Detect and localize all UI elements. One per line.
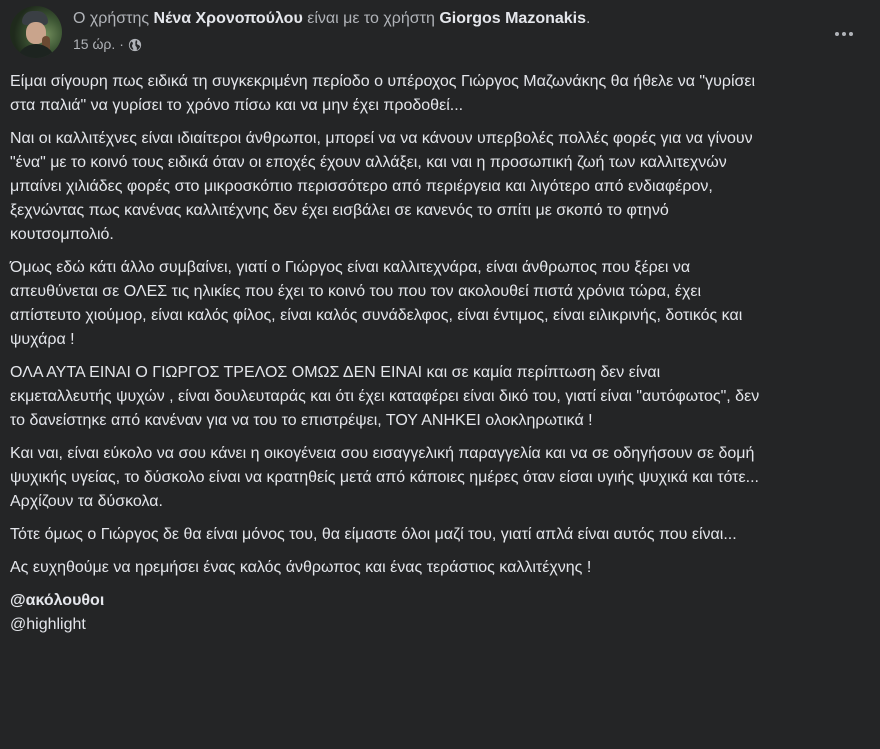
post-paragraph: Και ναι, είναι εύκολο να σου κάνει η οικογένεια σου εισαγγελική παραγγελία και να σε οδηγήσουν σε δομή ψυχικής υγείας, το δύσκολο είναι να κρατηθείς μετά από κάποιες ημέρες όταν είσαι υγιής ψυχικά και τότε... Αρχίζουν τα δύσκολα. (10, 445, 759, 510)
header-suffix: . (586, 10, 591, 27)
post-timestamp[interactable]: 15 ώρ. (73, 36, 116, 52)
avatar-body (16, 44, 56, 58)
post-header-text (73, 9, 590, 29)
mention-highlight-link[interactable]: @highlight (10, 616, 86, 633)
meta-separator: · (119, 36, 124, 52)
header-prefix: Ο χρήστης (73, 10, 154, 27)
post-body (10, 70, 870, 637)
post-paragraph: Ας ευχηθούμε να ηρεμήσει ένας καλός άνθρωπος και ένας τεράστιος καλλιτέχνης ! (10, 559, 592, 576)
author-avatar[interactable] (10, 6, 62, 58)
more-options-icon[interactable] (832, 26, 856, 42)
post-paragraph: Ναι οι καλλιτέχνες είναι ιδιαίτεροι άνθρωποι, μπορεί να να κάνουν υπερβολές πολλές φορές για να γίνουν "ένα" με το κοινό τους ειδικά όταν οι εποχές έχουν αλλάξει, και ναι η προσωπική ζωή των καλλιτεχνών μπαίνει χιλιάδες φορές στο μικροσκόπιο περισσότερο από περιέργεια και λιγότερο από ενδιαφέρον, ξεχνώντας πως κανένας καλλιτέχνης δεν έχει εισβάλει σε κανενός το σπίτι με σκοπό το φτηνό κουτσομπολιό. (10, 130, 753, 243)
post-paragraph: Τότε όμως ο Γιώργος δε θα είναι μόνος του, θα είμαστε όλοι μαζί του, γιατί απλά είναι αυτός που είναι... (10, 526, 737, 543)
globe-icon[interactable] (128, 37, 142, 51)
dot (842, 32, 846, 36)
post-paragraph: Όμως εδώ κάτι άλλο συμβαίνει, γιατί ο Γιώργος είναι καλλιτεχνάρα, είναι άνθρωπος που ξέρει να απευθύνεται σε ΟΛΕΣ τις ηλικίες που έχει το κοινό του που τον ακολουθεί πιστά χρόνια τώρα, έχει απίστευτο χιούμορ, είναι καλός φίλος, είναι καλός συνάδελφος, είναι έντιμος, είναι ειλικρινής, δοτικός και ψυχάρα ! (10, 259, 743, 348)
header-middle: είναι με το χρήστη (302, 10, 440, 27)
post-header (10, 6, 870, 58)
post-paragraph: Είμαι σίγουρη πως ειδικά τη συγκεκριμένη περίοδο ο υπέροχος Γιώργος Μαζωνάκης θα ήθελε να "γυρίσει στα παλιά" να γυρίσει το χρόνο πίσω και να μην έχει προδοθεί... (10, 73, 756, 114)
post-meta (73, 34, 142, 54)
tagged-user-link[interactable]: Giorgos Mazonakis (439, 10, 587, 27)
dot (835, 32, 839, 36)
post-paragraph: ΟΛΑ ΑΥΤΑ ΕΙΝΑΙ Ο ΓΙΩΡΓΟΣ ΤΡΕΛΟΣ ΟΜΩΣ ΔΕΝ ΕΙΝΑΙ και σε καμία περίπτωση δεν είναι εκμεταλλευτής ψυχών , είναι δουλευταράς και ότι έχει καταφέρει είναι δικό του, γιατί είναι "αυτόφωτος", δεν το δανείστηκε από κανέναν για να του το επιστρέψει, ΤΟΥ ΑΝΗΚΕΙ ολοκληρωτικά ! (10, 364, 760, 429)
author-name-link[interactable]: Νένα Χρονοπούλου (153, 10, 303, 27)
mention-tags (10, 589, 870, 637)
mention-followers-link[interactable]: @ακόλουθοι (10, 592, 105, 609)
dot (849, 32, 853, 36)
